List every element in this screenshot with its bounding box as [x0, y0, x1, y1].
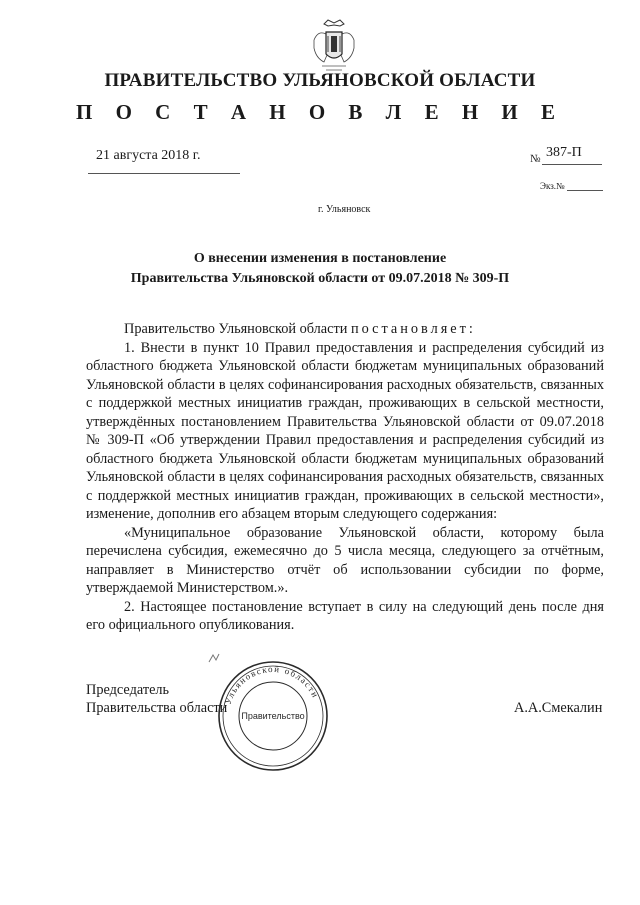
subject-line-2: Правительства Ульяновской области от 09.07.2018 № 309-П: [130, 271, 510, 286]
government-title: ПРАВИТЕЛЬСТВО УЛЬЯНОВСКОЙ ОБЛАСТИ: [104, 70, 536, 91]
signer-position-line-1: Председатель: [86, 682, 170, 698]
intro-paragraph: [86, 320, 604, 339]
document-city: г. Ульяновск: [318, 204, 371, 215]
copy-number-underline: [567, 190, 603, 191]
seal-center-text: Правительство: [241, 711, 305, 721]
document-date: 21 августа 2018 г.: [96, 148, 201, 163]
document-subject: [0, 249, 640, 289]
document-type-heading: П О С Т А Н О В Л Е Н И Е: [75, 100, 564, 124]
date-underline: [88, 173, 240, 174]
signer-name: А.А.Смекалин: [514, 700, 603, 716]
coat-of-arms-emblem: [310, 18, 358, 76]
intro-verb: постановляет:: [350, 321, 476, 337]
signer-position-line-2: Правительства области: [86, 700, 228, 716]
paragraph-3: 2. Настоящее постановление вступает в силу на следующий день после дня его официального опубликования.: [86, 598, 604, 633]
number-underline: [542, 164, 602, 165]
handwritten-mark-icon: [207, 652, 221, 664]
paragraph-1: 1. Внести в пункт 10 Правил предоставления и распределения субсидий из областного бюджета Ульяновской области бюджетам муниципальных образований Ульяновской области в целях софинансирования расходных обязательств, связанных с поддержкой местных инициатив граждан, проживающих в сельской местности, утверждённых постановлением Правительства Ульяновской области от 09.07.2018 № 309-П «Об утверждении Правил предоставления и распределения субсидий из областного бюджета Ульяновской области бюджетам муниципальных образований Ульяновской области в целях софинансирования расходных обязательств, связанных с поддержкой местных инициатив граждан, проживающих в сельской местности», изменение, дополнив его абзацем вторым следующего содержания:: [86, 339, 604, 522]
subject-line-1: О внесении изменения в постановление: [193, 251, 447, 266]
document-body: [86, 320, 604, 635]
seal-ring-text: Ульяновской области: [222, 663, 321, 706]
copy-number-label: Экз.№: [540, 181, 565, 191]
document-number: 387-П: [546, 145, 582, 160]
paragraph-2: «Муниципальное образование Ульяновской области, которому была перечислена субсидия, ежемесячно до 5 числа месяца, следующего за отчётным, направляет в Министерство отчёт об использовании субсидии по форме, утверждаемой Министерством.».: [86, 524, 604, 596]
official-seal-stamp: [215, 658, 331, 776]
number-sign: №: [530, 153, 541, 165]
intro-lead: Правительство Ульяновской области: [124, 321, 351, 337]
